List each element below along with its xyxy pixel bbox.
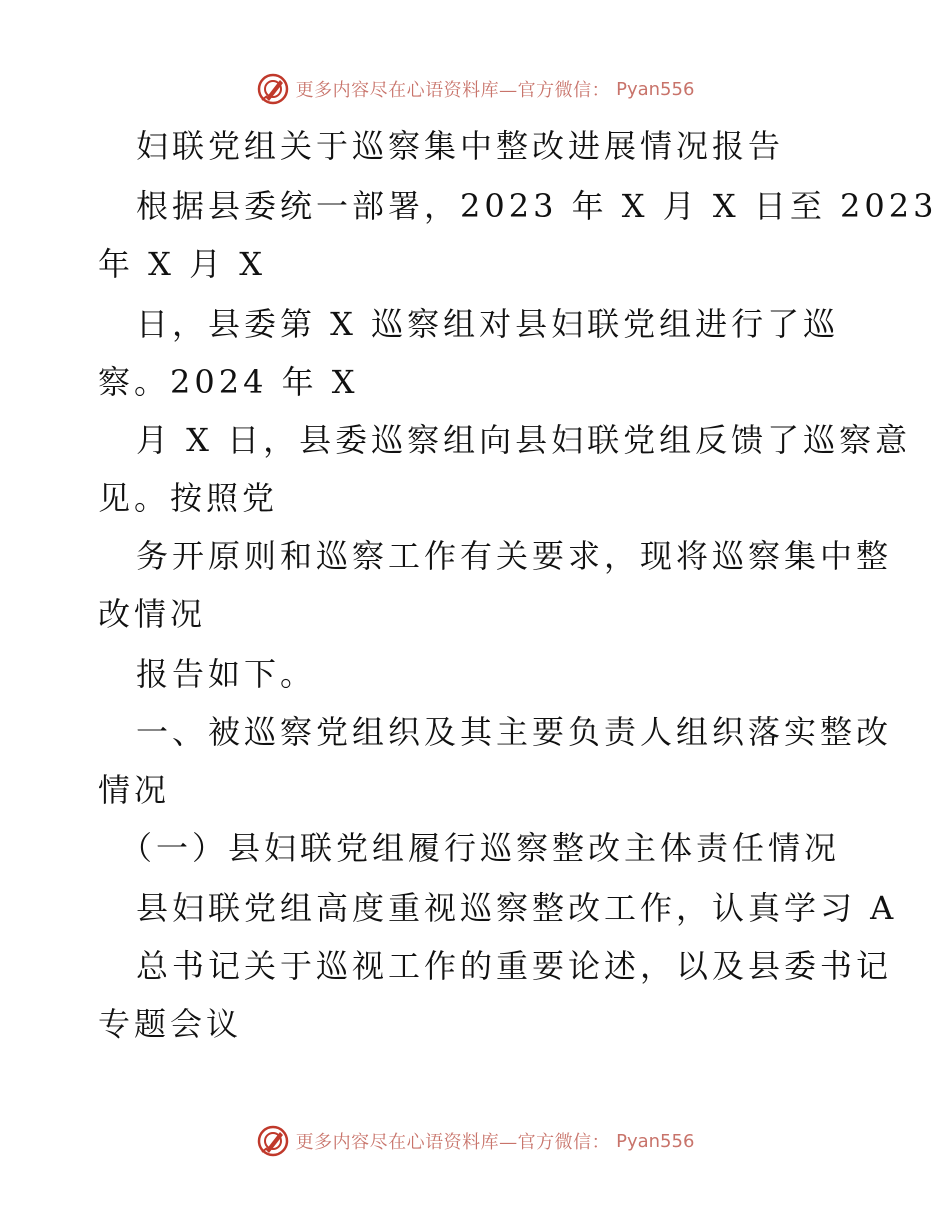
pen-logo-icon (256, 72, 290, 106)
paragraph-line: 年 X 月 X (98, 245, 267, 283)
paragraph-line: 专题会议 (98, 1005, 243, 1043)
header-watermark (0, 72, 950, 106)
watermark-wechat-id: Pyan556 (616, 78, 695, 100)
subsection-heading: （一）县妇联党组履行巡察整改主体责任情况 (120, 829, 841, 867)
watermark-text: 更多内容尽在心语资料库—官方微信： (295, 80, 611, 101)
section-heading-continued: 情况 (98, 771, 171, 809)
paragraph-line: 改情况 (98, 595, 207, 633)
paragraph-line: 月 X 日，县委巡察组向县妇联党组反馈了巡察意 (136, 421, 912, 459)
footer-watermark (0, 1124, 950, 1158)
paragraph-line: 务开原则和巡察工作有关要求，现将巡察集中整 (136, 537, 893, 575)
paragraph-line: 见。按照党 (98, 479, 279, 517)
pen-logo-icon (256, 1124, 290, 1158)
document-title: 妇联党组关于巡察集中整改进展情况报告 (136, 127, 785, 165)
paragraph-line: 察。2024 年 X (98, 363, 359, 401)
watermark-text: 更多内容尽在心语资料库—官方微信： (295, 1132, 611, 1153)
section-heading: 一、被巡察党组织及其主要负责人组织落实整改 (136, 713, 893, 751)
paragraph-line: 报告如下。 (136, 655, 317, 693)
paragraph-line: 县妇联党组高度重视巡察整改工作，认真学习 A (136, 889, 898, 927)
paragraph-line: 根据县委统一部署，2023 年 X 月 X 日至 2023 (136, 187, 938, 225)
paragraph-line: 日，县委第 X 巡察组对县妇联党组进行了巡 (136, 305, 840, 343)
paragraph-line: 总书记关于巡视工作的重要论述，以及县委书记 (136, 947, 893, 985)
watermark-wechat-id: Pyan556 (616, 1130, 695, 1152)
